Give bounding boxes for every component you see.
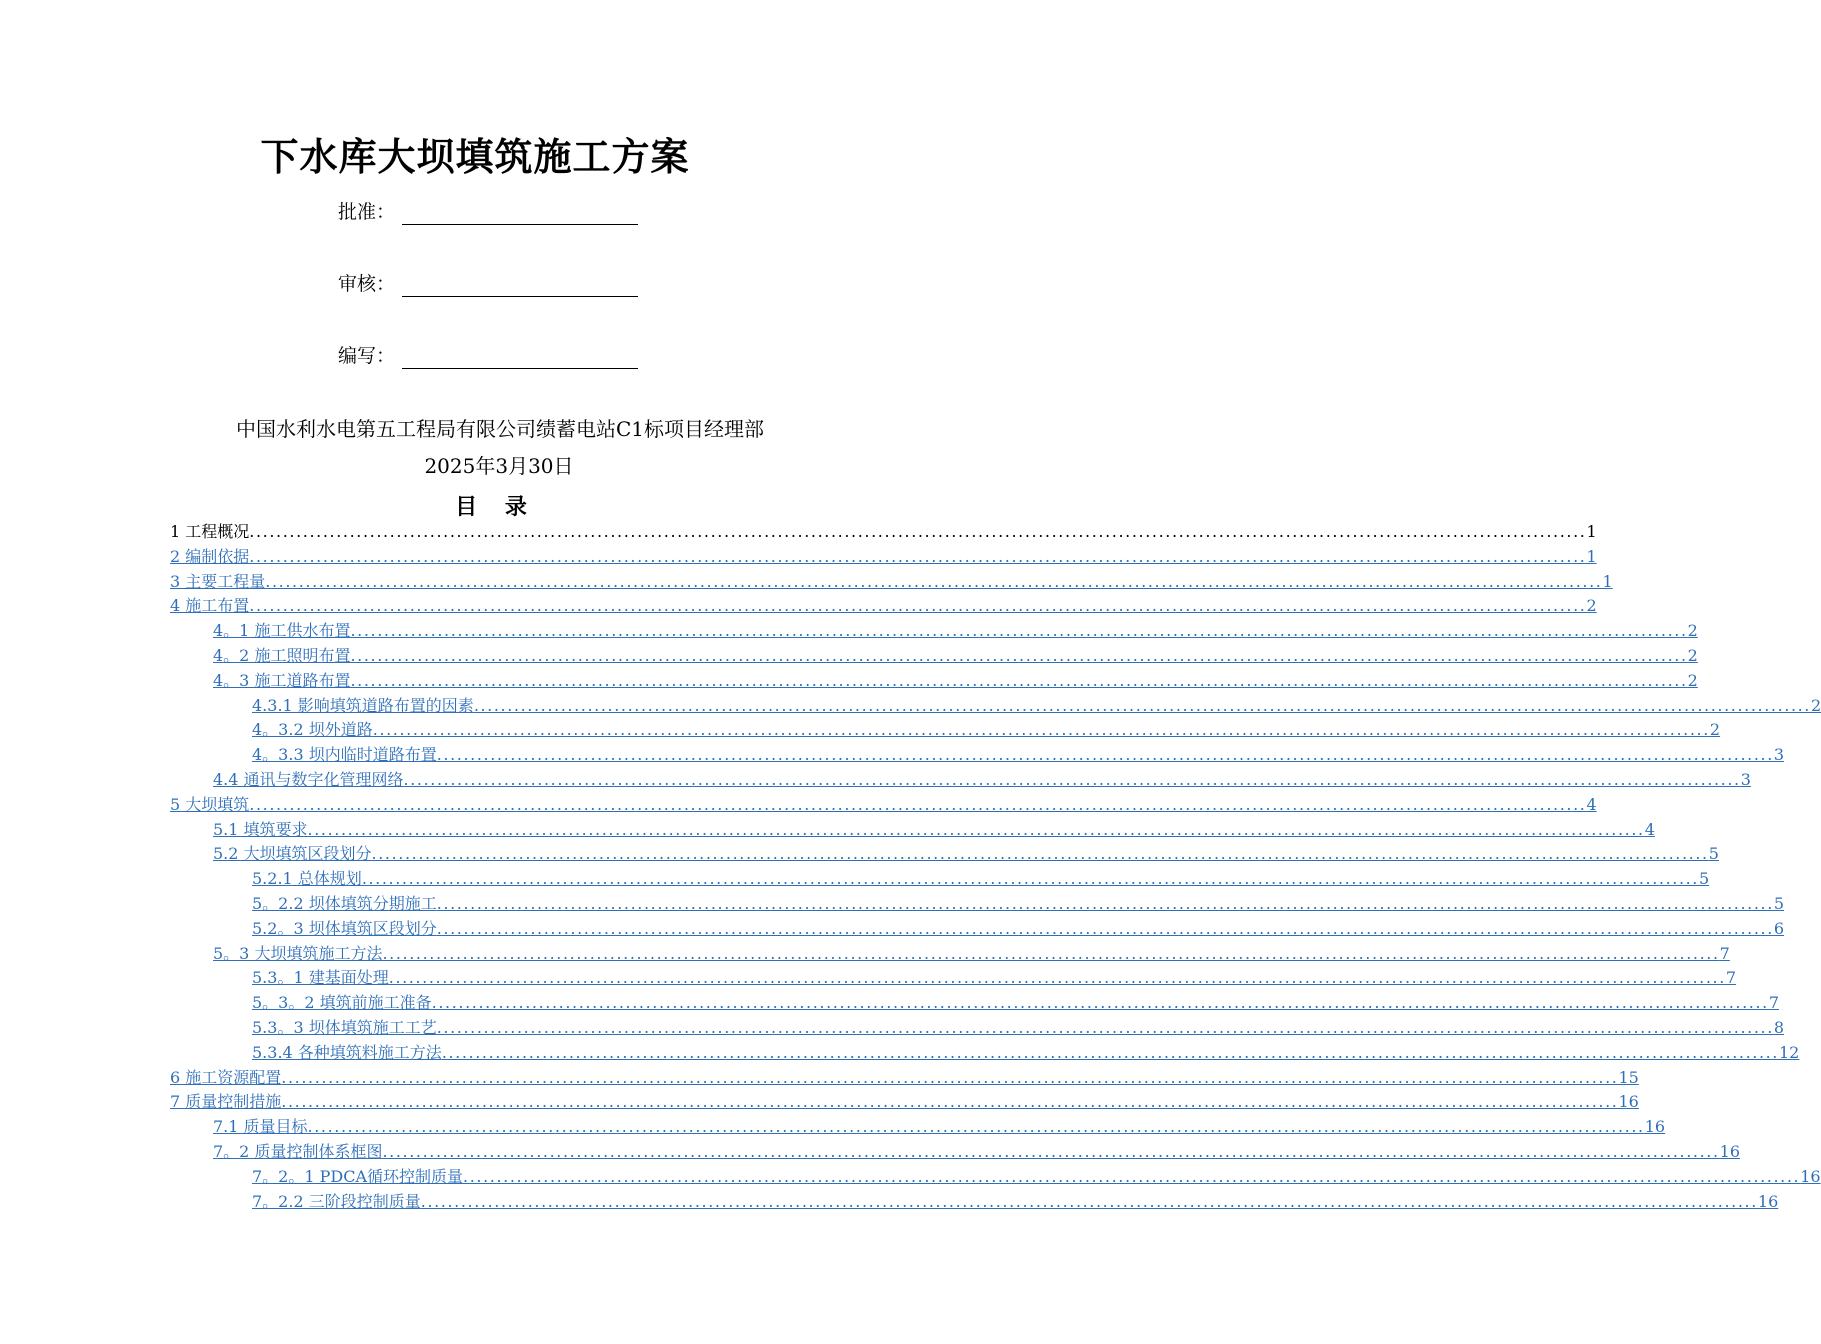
toc-entry[interactable] (170, 966, 1737, 991)
toc-entry-title: 4。3.2 坝外道路 (252, 720, 373, 740)
toc-entry-title: 5 大坝填筑 (170, 794, 250, 814)
toc-entry[interactable] (170, 991, 1780, 1016)
signature-label: 审核： (338, 273, 396, 295)
toc-leader-dots: ........................................................................................................................................................................................................ (463, 1166, 1801, 1186)
toc-entry-title: 5.3.4 各种填筑料施工方法 (252, 1042, 442, 1062)
toc-entry-title: 3 主要工程量 (170, 571, 266, 591)
toc-entry-page: 1 (1586, 546, 1597, 566)
toc-entry-page: 5 (1773, 893, 1785, 913)
toc-entry-title: 4.3.1 影响填筑道路布置的因素 (252, 695, 474, 715)
toc-entry-title: 5.3。1 建基面处理 (252, 968, 389, 988)
toc-leader-dots: ........................................................................................................................................................................................................ (307, 819, 1645, 839)
toc-entry-page: 16 (1757, 1191, 1779, 1211)
toc-entry-title: 7。2.2 三阶段控制质量 (252, 1191, 421, 1211)
toc-entry-page: 2 (1687, 645, 1698, 665)
toc-leader-dots: ........................................................................................................................................................................................................ (361, 869, 1699, 889)
toc-entry-title: 5。3 大坝填筑施工方法 (213, 943, 383, 963)
toc-leader-dots: ........................................................................................................................................................................................................ (436, 893, 1774, 913)
toc-leader-dots: ........................................................................................................................................................................................................ (436, 1017, 1774, 1037)
toc-entry-title: 5.2 大坝填筑区段划分 (213, 844, 372, 864)
toc-entry-title: 7。2。1 PDCA循环控制质量 (252, 1166, 464, 1186)
toc-entry-page: 8 (1773, 1017, 1785, 1037)
toc-entry-page: 16 (1719, 1141, 1740, 1161)
toc-leader-dots: ........................................................................................................................................................................................................ (249, 596, 1587, 616)
toc-entry-title: 5。3。2 填筑前施工准备 (252, 993, 432, 1013)
toc-entry-title: 2 编制依据 (170, 546, 250, 566)
toc-entry-title: 4。2 施工照明布置 (213, 645, 351, 665)
signature-line (402, 224, 638, 225)
toc-entry[interactable] (170, 594, 1597, 619)
toc-leader-dots: ........................................................................................................................................................................................................ (249, 794, 1587, 814)
organization-name: 中国水利水电第五工程局有限公司绩蓄电站C1标项目经理部 (235, 417, 765, 441)
toc-entry-page: 7 (1719, 943, 1730, 963)
toc-entry-page: 16 (1644, 1117, 1666, 1137)
toc-entry-title: 5.2.1 总体规划 (252, 869, 362, 889)
toc-leader-dots: ........................................................................................................................................................................................................ (372, 720, 1710, 740)
toc-leader-dots: ........................................................................................................................................................................................................ (350, 621, 1688, 641)
toc-entry[interactable] (170, 743, 1785, 768)
toc-entry (170, 520, 1597, 545)
toc-entry-title: 5。2.2 坝体填筑分期施工 (252, 893, 437, 913)
toc-entry[interactable] (170, 1041, 1800, 1066)
toc-entry-page: 2 (1709, 720, 1721, 740)
toc-leader-dots: ........................................................................................................................................................................................................ (436, 745, 1774, 765)
toc-entry-page: 4 (1644, 819, 1655, 839)
toc-entry-page: 5 (1699, 869, 1710, 889)
toc-leader-dots: ........................................................................................................................................................................................................ (388, 968, 1726, 988)
toc-entry-title: 5.3。3 坝体填筑施工工艺 (252, 1017, 437, 1037)
signature-approve (338, 198, 395, 226)
toc-heading: 目 录 (455, 494, 537, 520)
toc-entry-page: 15 (1618, 1067, 1639, 1087)
toc-leader-dots: ........................................................................................................................................................................................................ (249, 546, 1587, 566)
signature-line (402, 368, 638, 369)
toc-leader-dots: ........................................................................................................................................................................................................ (436, 918, 1774, 938)
toc-entry[interactable] (170, 892, 1785, 917)
toc-entry[interactable] (170, 545, 1597, 570)
toc-entry-title: 7 质量控制措施 (170, 1092, 282, 1112)
toc-leader-dots: ........................................................................................................................................................................................................ (265, 571, 1603, 591)
toc-entry[interactable] (170, 644, 1698, 669)
toc-leader-dots: ........................................................................................................................................................................................................ (249, 522, 1587, 541)
toc-entry-title: 4。3 施工道路布置 (213, 670, 351, 690)
toc-entry-page: 16 (1800, 1166, 1821, 1186)
toc-entry-page: 3 (1740, 769, 1751, 789)
toc-entry[interactable] (170, 570, 1613, 595)
toc-entry[interactable] (170, 1066, 1639, 1091)
toc-entry[interactable] (170, 619, 1698, 644)
signature-author (338, 342, 395, 370)
toc-leader-dots: ........................................................................................................................................................................................................ (281, 1067, 1619, 1087)
toc-entry[interactable] (170, 1140, 1740, 1165)
toc-entry-page: 2 (1811, 695, 1821, 715)
toc-entry-title: 1 工程概况 (170, 522, 250, 541)
toc-entry-page: 3 (1773, 745, 1785, 765)
document-date: 2025年3月30日 (424, 454, 574, 478)
toc-entry-title: 4。1 施工供水布置 (213, 621, 351, 641)
signature-review (338, 270, 395, 298)
toc-entry-title: 6 施工资源配置 (170, 1067, 282, 1087)
toc-entry-page: 16 (1618, 1092, 1639, 1112)
toc-entry-page: 6 (1773, 918, 1785, 938)
toc-entry-page: 1 (1586, 522, 1597, 541)
toc-entry-page: 4 (1586, 794, 1597, 814)
toc-leader-dots: ........................................................................................................................................................................................................ (382, 943, 1720, 963)
toc-entry-page: 2 (1687, 621, 1698, 641)
toc-leader-dots: ........................................................................................................................................................................................................ (403, 769, 1741, 789)
toc-entry[interactable] (170, 1016, 1785, 1041)
toc-entry[interactable] (170, 694, 1821, 719)
toc-leader-dots: ........................................................................................................................................................................................................ (382, 1141, 1720, 1161)
toc-entry[interactable] (170, 917, 1785, 942)
toc-entry[interactable] (170, 793, 1597, 818)
toc-entry[interactable] (170, 1190, 1779, 1215)
toc-leader-dots: ........................................................................................................................................................................................................ (371, 844, 1709, 864)
toc-entry-page: 2 (1586, 596, 1597, 616)
toc-entry-page: 12 (1779, 1042, 1800, 1062)
toc-leader-dots: ........................................................................................................................................................................................................ (441, 1042, 1779, 1062)
toc-entry[interactable] (170, 718, 1721, 743)
signature-label: 编写： (338, 345, 396, 367)
toc-leader-dots: ........................................................................................................................................................................................................ (420, 1191, 1758, 1211)
toc-entry-page: 7 (1768, 993, 1780, 1013)
toc-entry-page: 2 (1687, 670, 1698, 690)
toc-entry[interactable] (170, 669, 1698, 694)
toc-entry[interactable] (170, 942, 1730, 967)
toc-entry-title: 4。3.3 坝内临时道路布置 (252, 745, 437, 765)
toc-entry[interactable] (170, 1090, 1639, 1115)
toc-entry[interactable] (170, 1115, 1666, 1140)
toc-entry-title: 7。2 质量控制体系框图 (213, 1141, 383, 1161)
toc-entry-title: 4 施工布置 (170, 596, 250, 616)
toc-leader-dots: ........................................................................................................................................................................................................ (473, 695, 1811, 715)
toc-leader-dots: ........................................................................................................................................................................................................ (350, 670, 1688, 690)
toc-entry[interactable] (170, 842, 1719, 867)
toc-entry[interactable] (170, 1165, 1821, 1190)
toc-entry[interactable] (170, 768, 1751, 793)
toc-entry-title: 4.4 通讯与数字化管理网络 (213, 769, 404, 789)
toc-entry-title: 5.2。3 坝体填筑区段划分 (252, 918, 437, 938)
toc-entry-title: 7.1 质量目标 (213, 1117, 308, 1137)
table-of-contents (170, 520, 1821, 1214)
signature-label: 批准： (338, 201, 396, 223)
toc-leader-dots: ........................................................................................................................................................................................................ (307, 1117, 1645, 1137)
toc-leader-dots: ........................................................................................................................................................................................................ (431, 993, 1769, 1013)
toc-entry-page: 7 (1725, 968, 1737, 988)
toc-entry-page: 1 (1602, 571, 1613, 591)
toc-entry[interactable] (170, 818, 1655, 843)
toc-leader-dots: ........................................................................................................................................................................................................ (350, 645, 1688, 665)
document-title: 下水库大坝填筑施工方案 (260, 134, 690, 179)
toc-entry-title: 5.1 填筑要求 (213, 819, 308, 839)
signature-line (402, 296, 638, 297)
toc-leader-dots: ........................................................................................................................................................................................................ (281, 1092, 1619, 1112)
toc-entry-page: 5 (1708, 844, 1719, 864)
toc-entry[interactable] (170, 867, 1710, 892)
